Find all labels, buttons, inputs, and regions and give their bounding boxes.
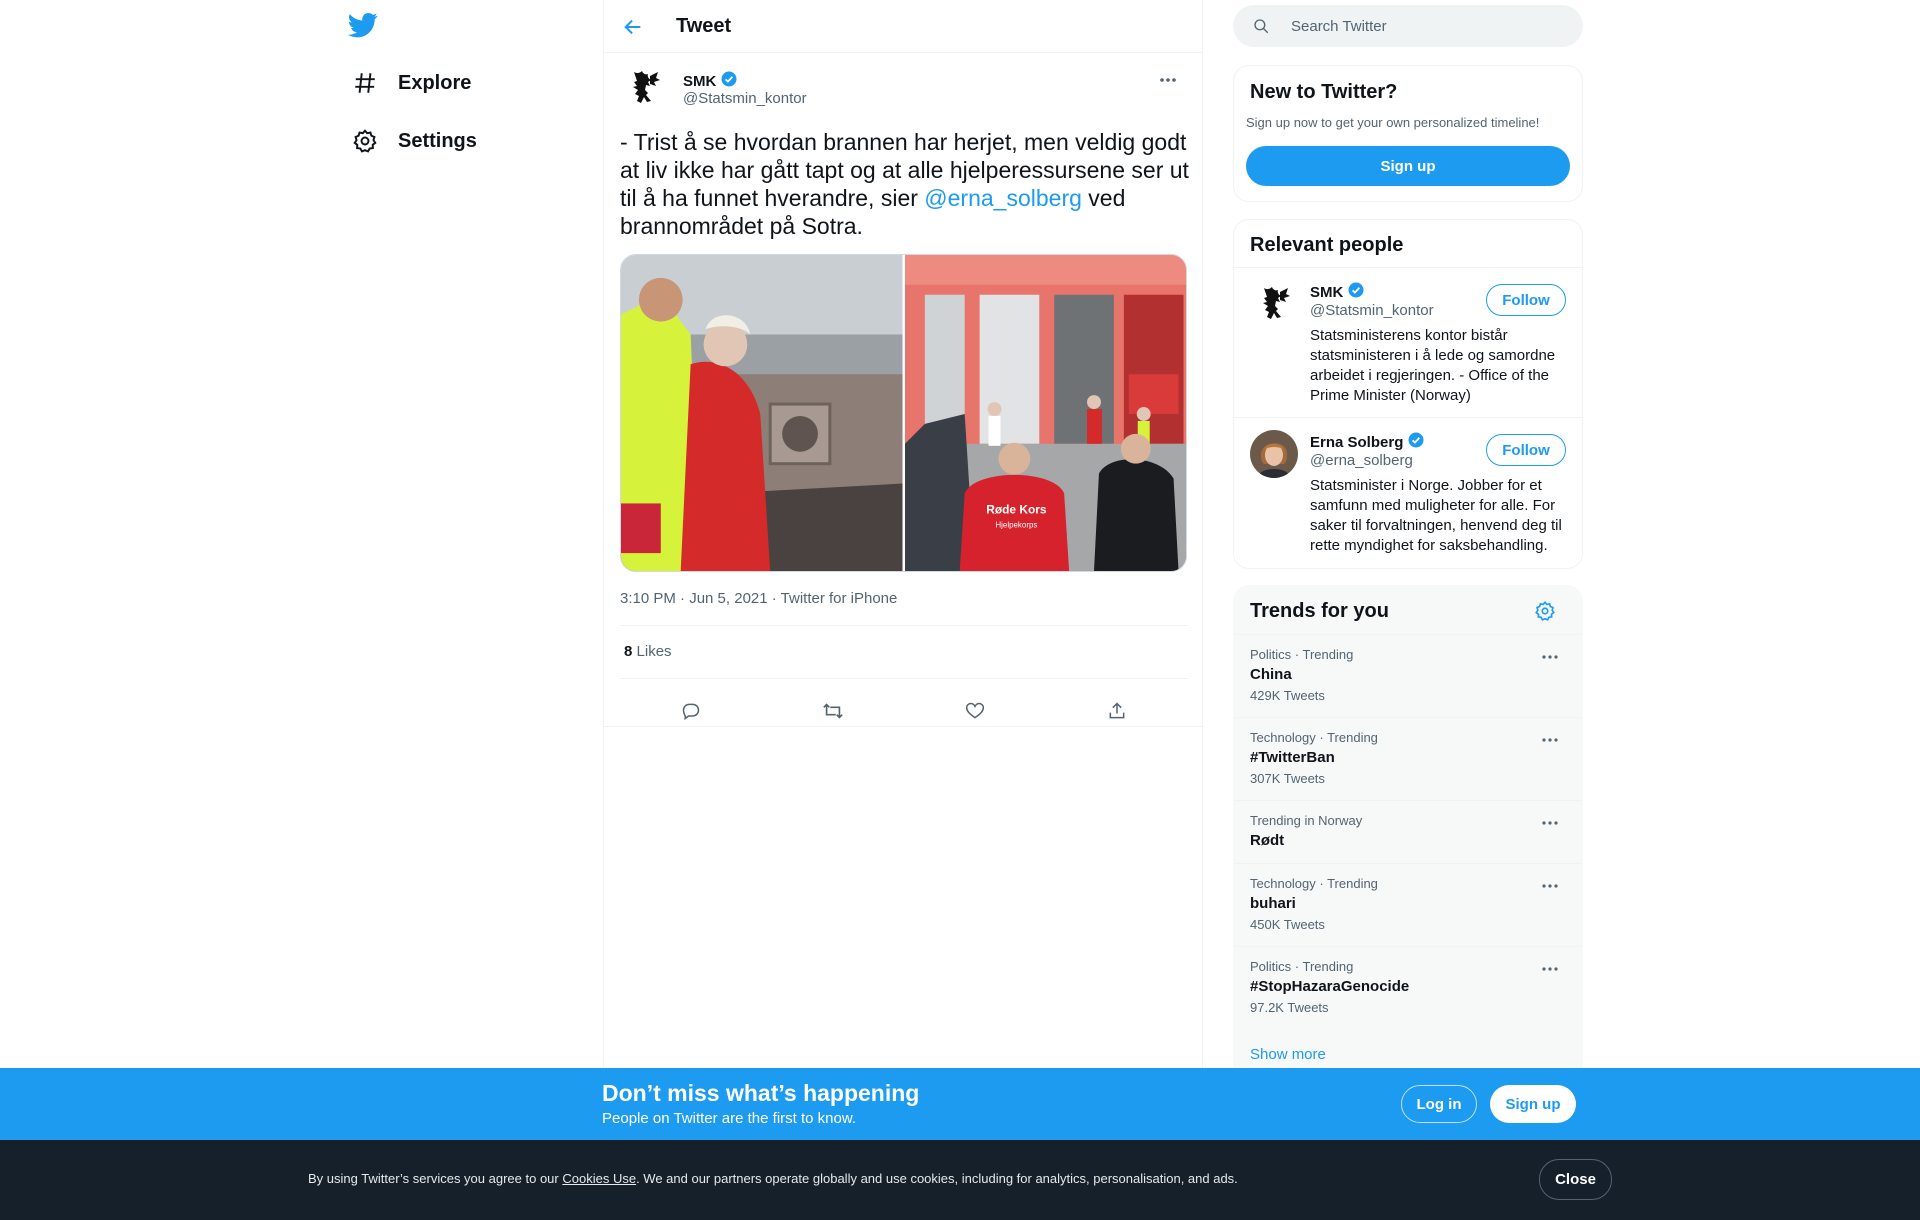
sign-up-button[interactable]: Sign up [1246,146,1570,186]
nav-item-label: Settings [398,129,477,152]
follow-button[interactable]: Follow [1486,284,1566,316]
person-name: SMK [1310,281,1365,303]
tweet-photo-2[interactable] [905,255,1187,571]
tweet-photo-1[interactable] [621,255,903,571]
nav-item-settings[interactable] [340,116,477,166]
banner-title: Don’t miss what’s happening [602,1080,920,1106]
sign-up-button[interactable]: Sign up [1490,1085,1576,1123]
trend-count: 97.2K Tweets [1250,1000,1329,1015]
person-handle: @Statsmin_kontor [1310,302,1434,319]
more-options-icon[interactable] [1540,815,1560,831]
avatar[interactable] [1250,280,1298,328]
tweet-column [603,0,1203,1220]
card-title: New to Twitter? [1250,81,1398,103]
card-title: Relevant people [1250,234,1404,256]
likes-count[interactable]: 8 Likes [624,643,672,660]
trends-card [1233,585,1583,1085]
more-options-icon[interactable] [1156,70,1180,90]
tweet-actions [620,686,1188,736]
verified-badge-icon [720,70,738,92]
more-options-icon[interactable] [1540,732,1560,748]
signup-banner [0,1068,1920,1140]
divider [604,726,1204,727]
trend-context: Trending in Norway [1250,813,1363,828]
verified-badge-icon [1407,431,1425,453]
author-name[interactable]: SMK [683,70,738,92]
jacket-text: Røde Kors [985,502,1047,517]
share-icon[interactable] [1099,693,1135,729]
trend-name: #StopHazaraGenocide [1250,978,1410,995]
log-in-button[interactable]: Log in [1401,1085,1477,1123]
search-icon [1233,17,1289,35]
nav-item-label: Explore [398,71,472,94]
back-arrow-icon[interactable] [620,14,646,40]
person-erna-solberg[interactable] [1234,417,1582,567]
close-button[interactable]: Close [1539,1159,1612,1200]
trend-item[interactable] [1234,634,1582,717]
more-options-icon[interactable] [1540,878,1560,894]
tweet-timestamp[interactable]: 3:10 PM · Jun 5, 2021 · Twitter for iPhone [620,590,898,607]
trend-count: 429K Tweets [1250,688,1325,703]
follow-button[interactable]: Follow [1486,434,1566,466]
search-input[interactable] [1289,17,1559,36]
nav-item-explore[interactable] [340,58,471,108]
lion-coat-of-arms-icon [620,64,668,112]
trend-name: #TwitterBan [1250,749,1335,766]
hashtag-icon [340,58,390,108]
cookies-use-link[interactable]: Cookies Use [562,1171,637,1186]
page-header [604,0,1202,53]
divider [620,678,1188,679]
person-portrait-icon [1250,430,1298,478]
trend-item[interactable] [1234,863,1582,946]
trend-name: Rødt [1250,832,1285,849]
banner-subtitle: People on Twitter are the first to know. [602,1110,857,1127]
show-more-link[interactable]: Show more [1250,1046,1326,1063]
gear-icon [340,116,390,166]
person-bio: Statsminister i Norge. Jobber for et samfunn med muligheter for alle. For saker til forvaltningen, henvend deg til rette myndighet for saksbehandling. [1310,477,1562,554]
person-name: Erna Solberg [1310,431,1425,453]
twitter-bird-icon[interactable] [348,10,382,44]
more-options-icon[interactable] [1540,961,1560,977]
trend-context: Politics · Trending [1250,647,1354,662]
trend-context: Technology · Trending [1250,876,1378,891]
reply-icon[interactable] [673,693,709,729]
trend-context: Politics · Trending [1250,959,1354,974]
card-subtitle: Sign up now to get your own personalized timeline! [1246,115,1540,130]
cookie-consent-bar [0,1140,1920,1220]
trend-name: buhari [1250,895,1296,912]
verified-badge-icon [1347,281,1365,303]
trend-name: China [1250,666,1292,683]
tweet-text: - Trist å se hvordan brannen har herjet, men veldig godt at liv ikke har gått tapt og at alle hjelperessursene ser ut til å ha funnet hverandre, sier @erna_solberg ved brannområdet på Sotra. [620,129,1189,239]
trend-item[interactable] [1234,800,1582,863]
page-title: Tweet [676,15,732,37]
jacket-subtext: Hjelpekorps [994,520,1037,530]
tweet-author [620,64,1188,114]
mention-link[interactable]: @erna_solberg [924,185,1082,211]
trend-count: 307K Tweets [1250,771,1325,786]
card-title: Trends for you [1250,600,1389,622]
avatar[interactable] [620,64,668,112]
search-bar[interactable] [1233,5,1583,47]
cookie-text: By using Twitter’s services you agree to our Cookies Use. We and our partners operate globally and use cookies, including for analytics, personalisation, and ads. [308,1171,1238,1186]
author-handle[interactable]: @Statsmin_kontor [683,90,807,107]
trend-item[interactable] [1234,717,1582,800]
avatar[interactable] [1250,430,1298,478]
relevant-people-card [1233,219,1583,569]
trend-item[interactable] [1234,946,1582,1029]
person-smk[interactable] [1234,267,1582,417]
tweet-media [620,254,1187,572]
lion-coat-of-arms-icon [1250,280,1298,328]
person-handle: @erna_solberg [1310,452,1413,469]
trend-context: Technology · Trending [1250,730,1378,745]
trend-count: 450K Tweets [1250,917,1325,932]
divider [620,625,1188,626]
new-to-twitter-card [1233,65,1583,202]
retweet-icon[interactable] [815,693,851,729]
person-bio: Statsministerens kontor bistår statsministeren i å lede og samordne arbeidet i regjeringen. - Office of the Prime Minister (Norway) [1310,327,1556,404]
like-heart-icon[interactable] [957,693,993,729]
more-options-icon[interactable] [1540,649,1560,665]
gear-icon[interactable] [1534,600,1558,624]
